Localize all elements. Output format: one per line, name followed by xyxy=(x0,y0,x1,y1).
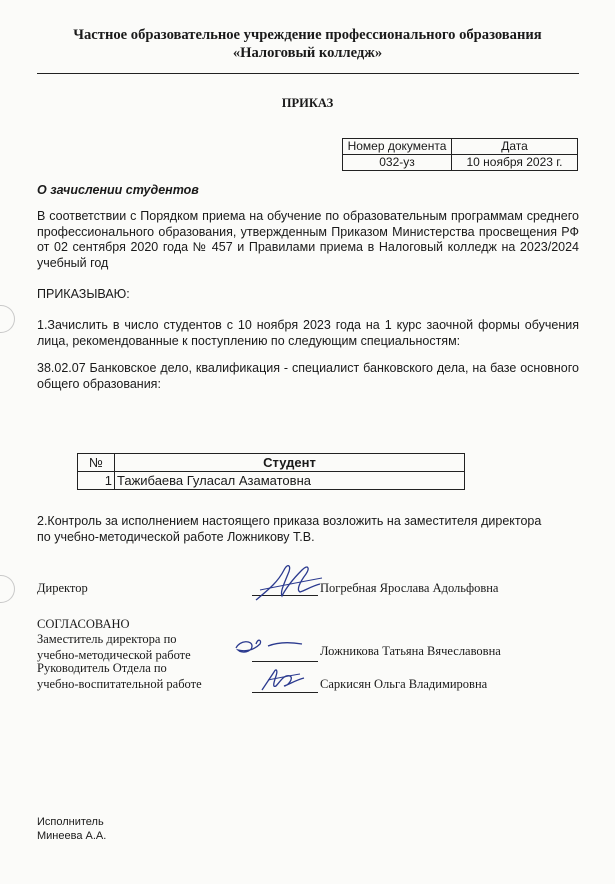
agreed-label: СОГЛАСОВАНО xyxy=(37,617,130,631)
deputy-title-line-2: учебно-методической работе xyxy=(37,647,191,662)
org-line-1: Частное образовательное учреждение профессионального образования xyxy=(73,27,542,43)
students-table xyxy=(77,453,465,490)
table-header-row xyxy=(78,454,465,472)
director-signature xyxy=(250,560,330,605)
department-head-title-line-2: учебно-воспитательной работе xyxy=(37,676,202,691)
punch-hole-mark xyxy=(0,305,15,333)
col-number-header: № xyxy=(78,454,115,472)
specialty-paragraph: 38.02.07 Банковское дело, квалификация - специалист банковского дела, на базе основного общего образования: xyxy=(37,361,579,391)
item-1-paragraph: 1.Зачислить в число студентов с 10 ноября 2023 года на 1 курс заочной формы обучения лица, рекомендованные к поступлению по следующим специальностям: xyxy=(37,318,579,348)
director-title: Директор xyxy=(37,581,88,595)
document-info-table xyxy=(342,138,578,171)
deputy-signature xyxy=(228,632,308,662)
executor-block xyxy=(37,815,106,843)
doc-date-header: Дата xyxy=(452,139,578,155)
header-divider xyxy=(37,73,579,74)
doc-number-value: 032-уз xyxy=(343,155,452,171)
director-name: Погребная Ярослава Адольфовна xyxy=(320,581,499,595)
organization-header xyxy=(30,26,585,62)
deputy-name: Ложникова Татьяна Вячеславовна xyxy=(320,644,501,658)
deputy-title-line-1: Заместитель директора по xyxy=(37,632,177,646)
col-student-header: Студент xyxy=(115,454,465,472)
item-2-line-1: 2.Контроль за исполнением настоящего приказа возложить на заместителя директора xyxy=(37,514,542,528)
order-word: ПРИКАЗЫВАЮ: xyxy=(37,287,130,301)
punch-hole-mark xyxy=(0,575,15,603)
item-2-paragraph xyxy=(37,514,579,545)
department-head-name: Саркисян Ольга Владимировна xyxy=(320,677,488,691)
item-2-line-2: по учебно-методической работе Ложникову Т.В. xyxy=(37,529,315,544)
order-subject: О зачислении студентов xyxy=(37,183,199,197)
executor-label: Исполнитель xyxy=(37,816,104,828)
org-line-2: «Налоговый колледж» xyxy=(232,45,383,61)
department-head-signature xyxy=(252,664,322,696)
student-name: Тажибаева Гуласал Азаматовна xyxy=(115,472,465,490)
student-number: 1 xyxy=(78,472,115,490)
doc-number-header: Номер документа xyxy=(343,139,452,155)
deputy-title xyxy=(37,632,191,663)
executor-name: Минеева А.А. xyxy=(37,830,107,842)
preamble-paragraph: В соответствии с Порядком приема на обучение по образовательным программам среднего профессионального образования, утвержденным Приказом Министерства просвещения РФ от 02 сентября 2020 года № 457 и Правилами приема в Налоговый колледж на 2023/2024 учебный год xyxy=(37,209,579,270)
doc-date-value: 10 ноября 2023 г. xyxy=(452,155,578,171)
document-title: ПРИКАЗ xyxy=(281,96,334,110)
table-row xyxy=(78,472,465,490)
department-head-title-line-1: Руководитель Отдела по xyxy=(37,661,167,675)
department-head-title xyxy=(37,661,202,692)
